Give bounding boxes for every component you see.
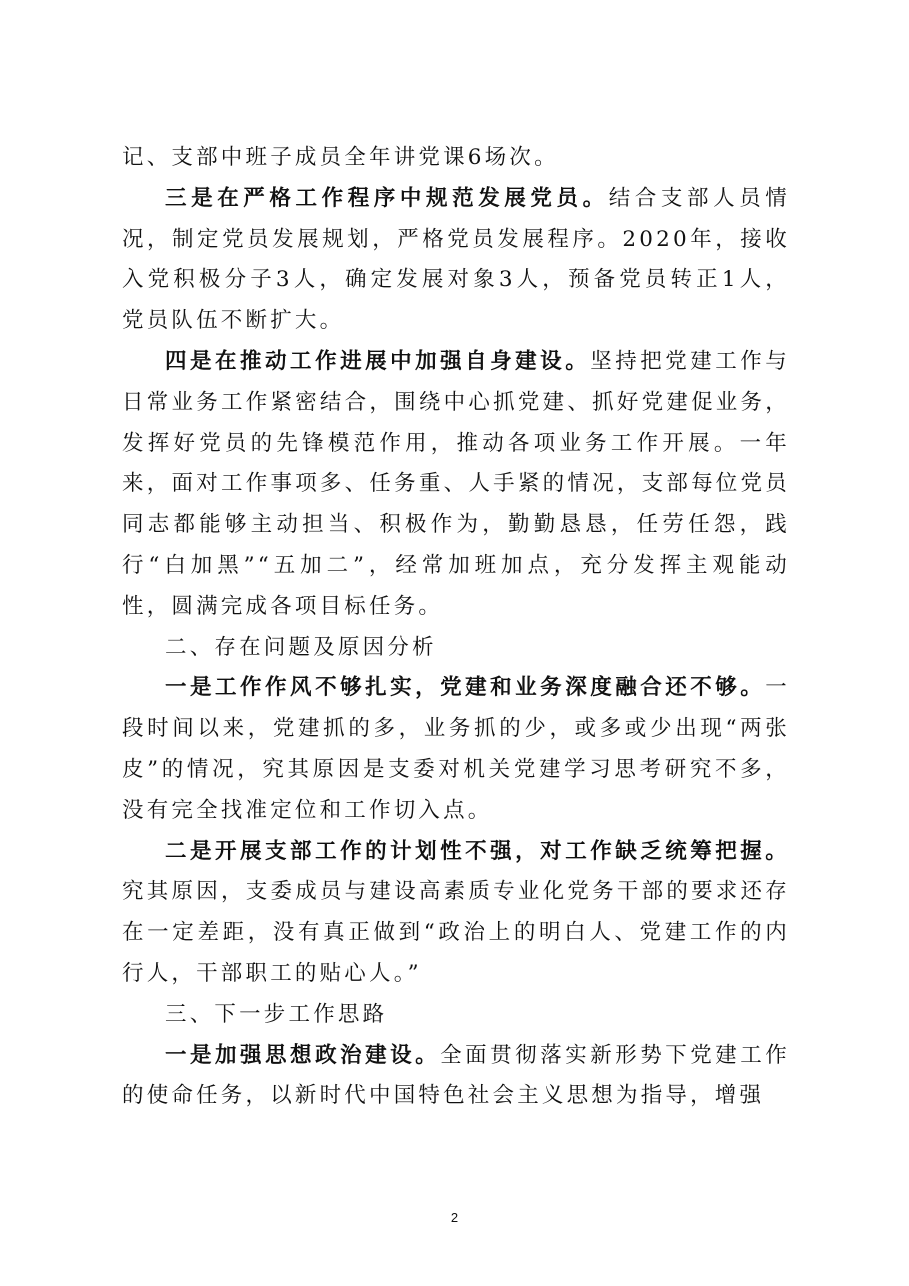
heading-text: 三、下一步工作思路 [165, 1001, 388, 1027]
paragraph-text: 坚持把党建工作与日常业务工作紧密结合，围绕中心抓党建、抓好党建促业务，发挥好党员的先锋模范作用，推动各项业务工作开展。一年来，面对工作事项多、任务重、人手紧的情况，支部每位党员同志都能够主动担当、积极作为，勤勤恳恳，任劳任怨，践行“白加黑”“五加二”，经常加班加点，充分发挥主观能动性，圆满完成各项目标任务。 [122, 348, 790, 619]
paragraph-lead: 四是在推动工作进展中加强自身建设。 [165, 348, 591, 374]
paragraph-5 [122, 832, 790, 995]
paragraph-lead: 三是在严格工作程序中规范发展党员。 [165, 185, 609, 211]
paragraph-lead: 一是工作作风不够扎实，党建和业务深度融合还不够。 [165, 675, 766, 701]
paragraph-2 [122, 179, 790, 342]
paragraph-text: 记、支部中班子成员全年讲党课6场次。 [122, 145, 559, 170]
document-body [122, 138, 790, 1117]
paragraph-lead: 二是开展支部工作的计划性不强，对工作缺乏统筹把握。 [165, 838, 790, 864]
section-heading-3 [122, 995, 790, 1036]
paragraph-lead: 一是加强思想政治建设。 [165, 1042, 441, 1068]
page-number: 2 [450, 1210, 459, 1225]
paragraph-text: 究其原因，支委成员与建设高素质专业化党务干部的要求还存在一定差距，没有真正做到“政治上的明白人、党建工作的内行人，干部职工的贴心人。” [122, 879, 790, 986]
paragraph-4 [122, 668, 790, 831]
paragraph-text: 全面贯彻落实新形势下党建工作的使命任务，以新时代中国特色社会主义思想为指导，增强 [122, 1042, 790, 1109]
paragraph-text: 结合支部人员情况，制定党员发展规划，严格党员发展程序。2020年，接收入党积极分子3人，确定发展对象3人，预备党员转正1人，党员队伍不断扩大。 [122, 185, 791, 334]
section-heading-2 [122, 628, 790, 669]
paragraph-text: 一段时间以来，党建抓的多，业务抓的少，或多或少出现“两张皮”的情况，究其原因是支委对机关党建学习思考研究不多，没有完全找准定位和工作切入点。 [122, 675, 790, 823]
paragraph-3 [122, 342, 790, 628]
heading-text: 二、存在问题及原因分析 [165, 634, 437, 660]
paragraph-1 [122, 138, 790, 179]
paragraph-6 [122, 1036, 790, 1118]
